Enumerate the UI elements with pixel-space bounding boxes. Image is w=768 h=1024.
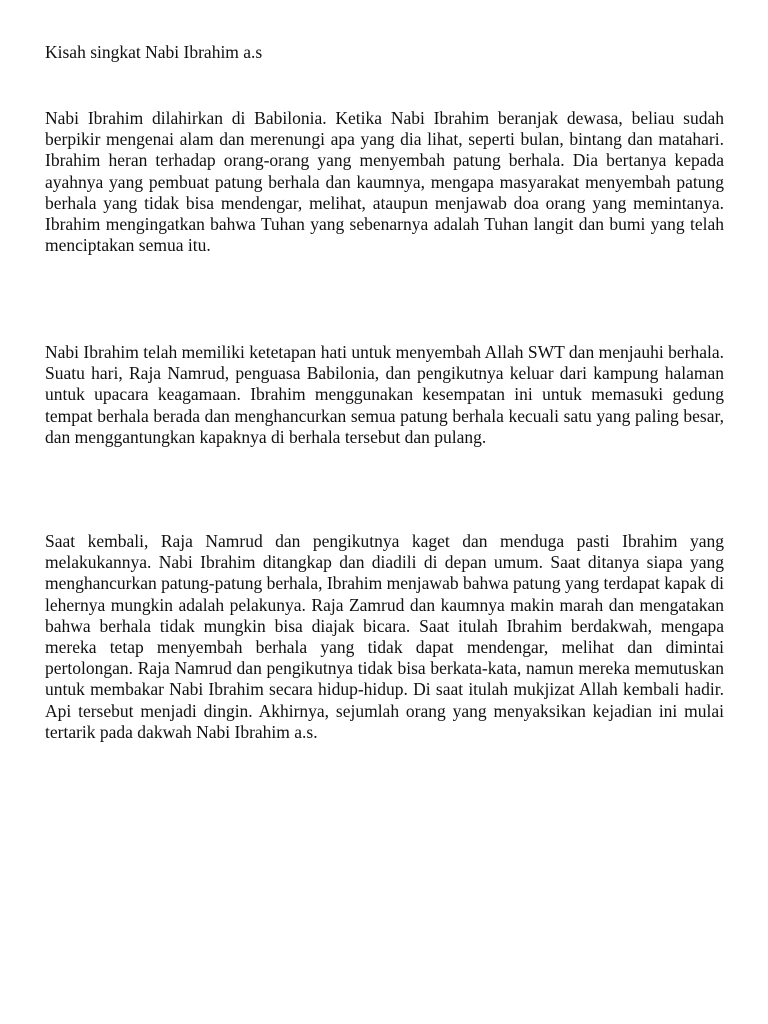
- paragraph-2: Nabi Ibrahim telah memiliki ketetapan hati untuk menyembah Allah SWT dan menjauhi berhala. Suatu hari, Raja Namrud, penguasa Babilonia, dan pengikutnya keluar dari kampung halaman untuk upacara keagamaan. Ibrahim menggunakan kesempatan ini untuk memasuki gedung tempat berhala berada dan menghancurkan semua patung berhala kecuali satu yang paling besar, dan menggantungkan kapaknya di berhala tersebut dan pulang.: [45, 342, 724, 447]
- document-title: Kisah singkat Nabi Ibrahim a.s: [45, 42, 263, 62]
- paragraph-1: Nabi Ibrahim dilahirkan di Babilonia. Ketika Nabi Ibrahim beranjak dewasa, beliau sudah berpikir mengenai alam dan merenungi apa yang dia lihat, seperti bulan, bintang dan matahari. Ibrahim heran terhadap orang-orang yang menyembah patung berhala. Dia bertanya kepada ayahnya yang pembuat patung berhala dan kaumnya, mengapa masyarakat menyembah patung berhala yang tidak bisa mendengar, melihat, ataupun menjawab doa orang yang memintanya. Ibrahim mengingatkan bahwa Tuhan yang sebenarnya adalah Tuhan langit dan bumi yang telah menciptakan semua itu.: [45, 108, 724, 256]
- paragraph-3: Saat kembali, Raja Namrud dan pengikutnya kaget dan menduga pasti Ibrahim yang melakukannya. Nabi Ibrahim ditangkap dan diadili di depan umum. Saat ditanya siapa yang menghancurkan patung-patung berhala, Ibrahim menjawab bahwa patung yang terdapat kapak di lehernya mungkin adalah pelakunya. Raja Zamrud dan kaumnya makin marah dan mengatakan bahwa berhala tidak mungkin bisa diajak bicara. Saat itulah Ibrahim berdakwah, mengapa mereka tetap menyembah berhala yang tidak dapat mendengar, melihat dan dimintai pertolongan. Raja Namrud dan pengikutnya tidak bisa berkata-kata, namun mereka memutuskan untuk membakar Nabi Ibrahim secara hidup-hidup. Di saat itulah mukjizat Allah kembali hadir. Api tersebut menjadi dingin. Akhirnya, sejumlah orang yang menyaksikan kejadian ini mulai tertarik pada dakwah Nabi Ibrahim a.s.: [45, 531, 724, 742]
